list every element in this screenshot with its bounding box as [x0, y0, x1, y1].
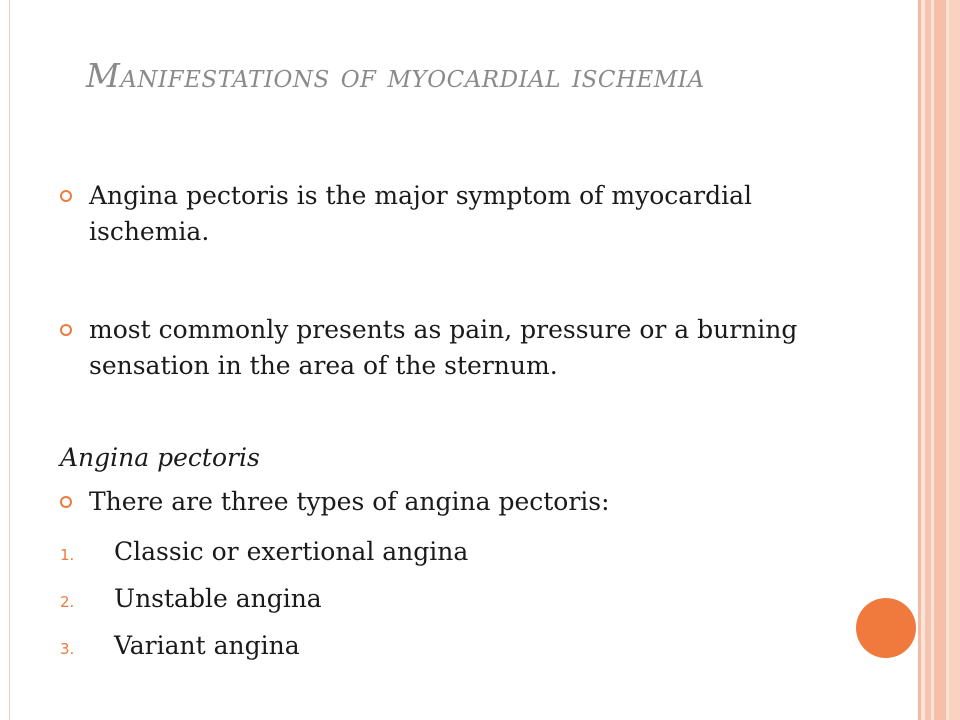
left-border-line — [9, 0, 10, 720]
bullet-text: most commonly presents as pain, pressure or a burning sensation in the area of the sternum. — [89, 315, 798, 380]
item-label: Variant angina — [114, 631, 300, 660]
item-label: Unstable angina — [114, 584, 322, 613]
item-label: Classic or exertional angina — [114, 537, 469, 566]
item-number: 1. — [60, 546, 75, 564]
item-number: 2. — [60, 593, 75, 611]
bullet-ring-icon — [60, 496, 72, 508]
bullet-item — [60, 484, 849, 520]
item-number: 3. — [60, 640, 75, 658]
bullet-item — [60, 178, 849, 250]
bullet-text: Angina pectoris is the major symptom of myocardial ischemia. — [89, 181, 753, 246]
right-border-stripe — [918, 0, 921, 720]
bullet-ring-icon — [60, 324, 72, 336]
right-border-stripe — [925, 0, 931, 720]
bullet-item — [60, 312, 849, 384]
slide-title: Manifestations of myocardial ischemia — [86, 56, 705, 95]
right-border-stripe — [949, 0, 960, 720]
bullet-text: There are three types of angina pectoris: — [89, 487, 610, 516]
subheading: Angina pectoris — [60, 443, 260, 472]
decorative-circle — [856, 598, 916, 658]
bullet-ring-icon — [60, 190, 72, 202]
right-border-stripe — [934, 0, 946, 720]
